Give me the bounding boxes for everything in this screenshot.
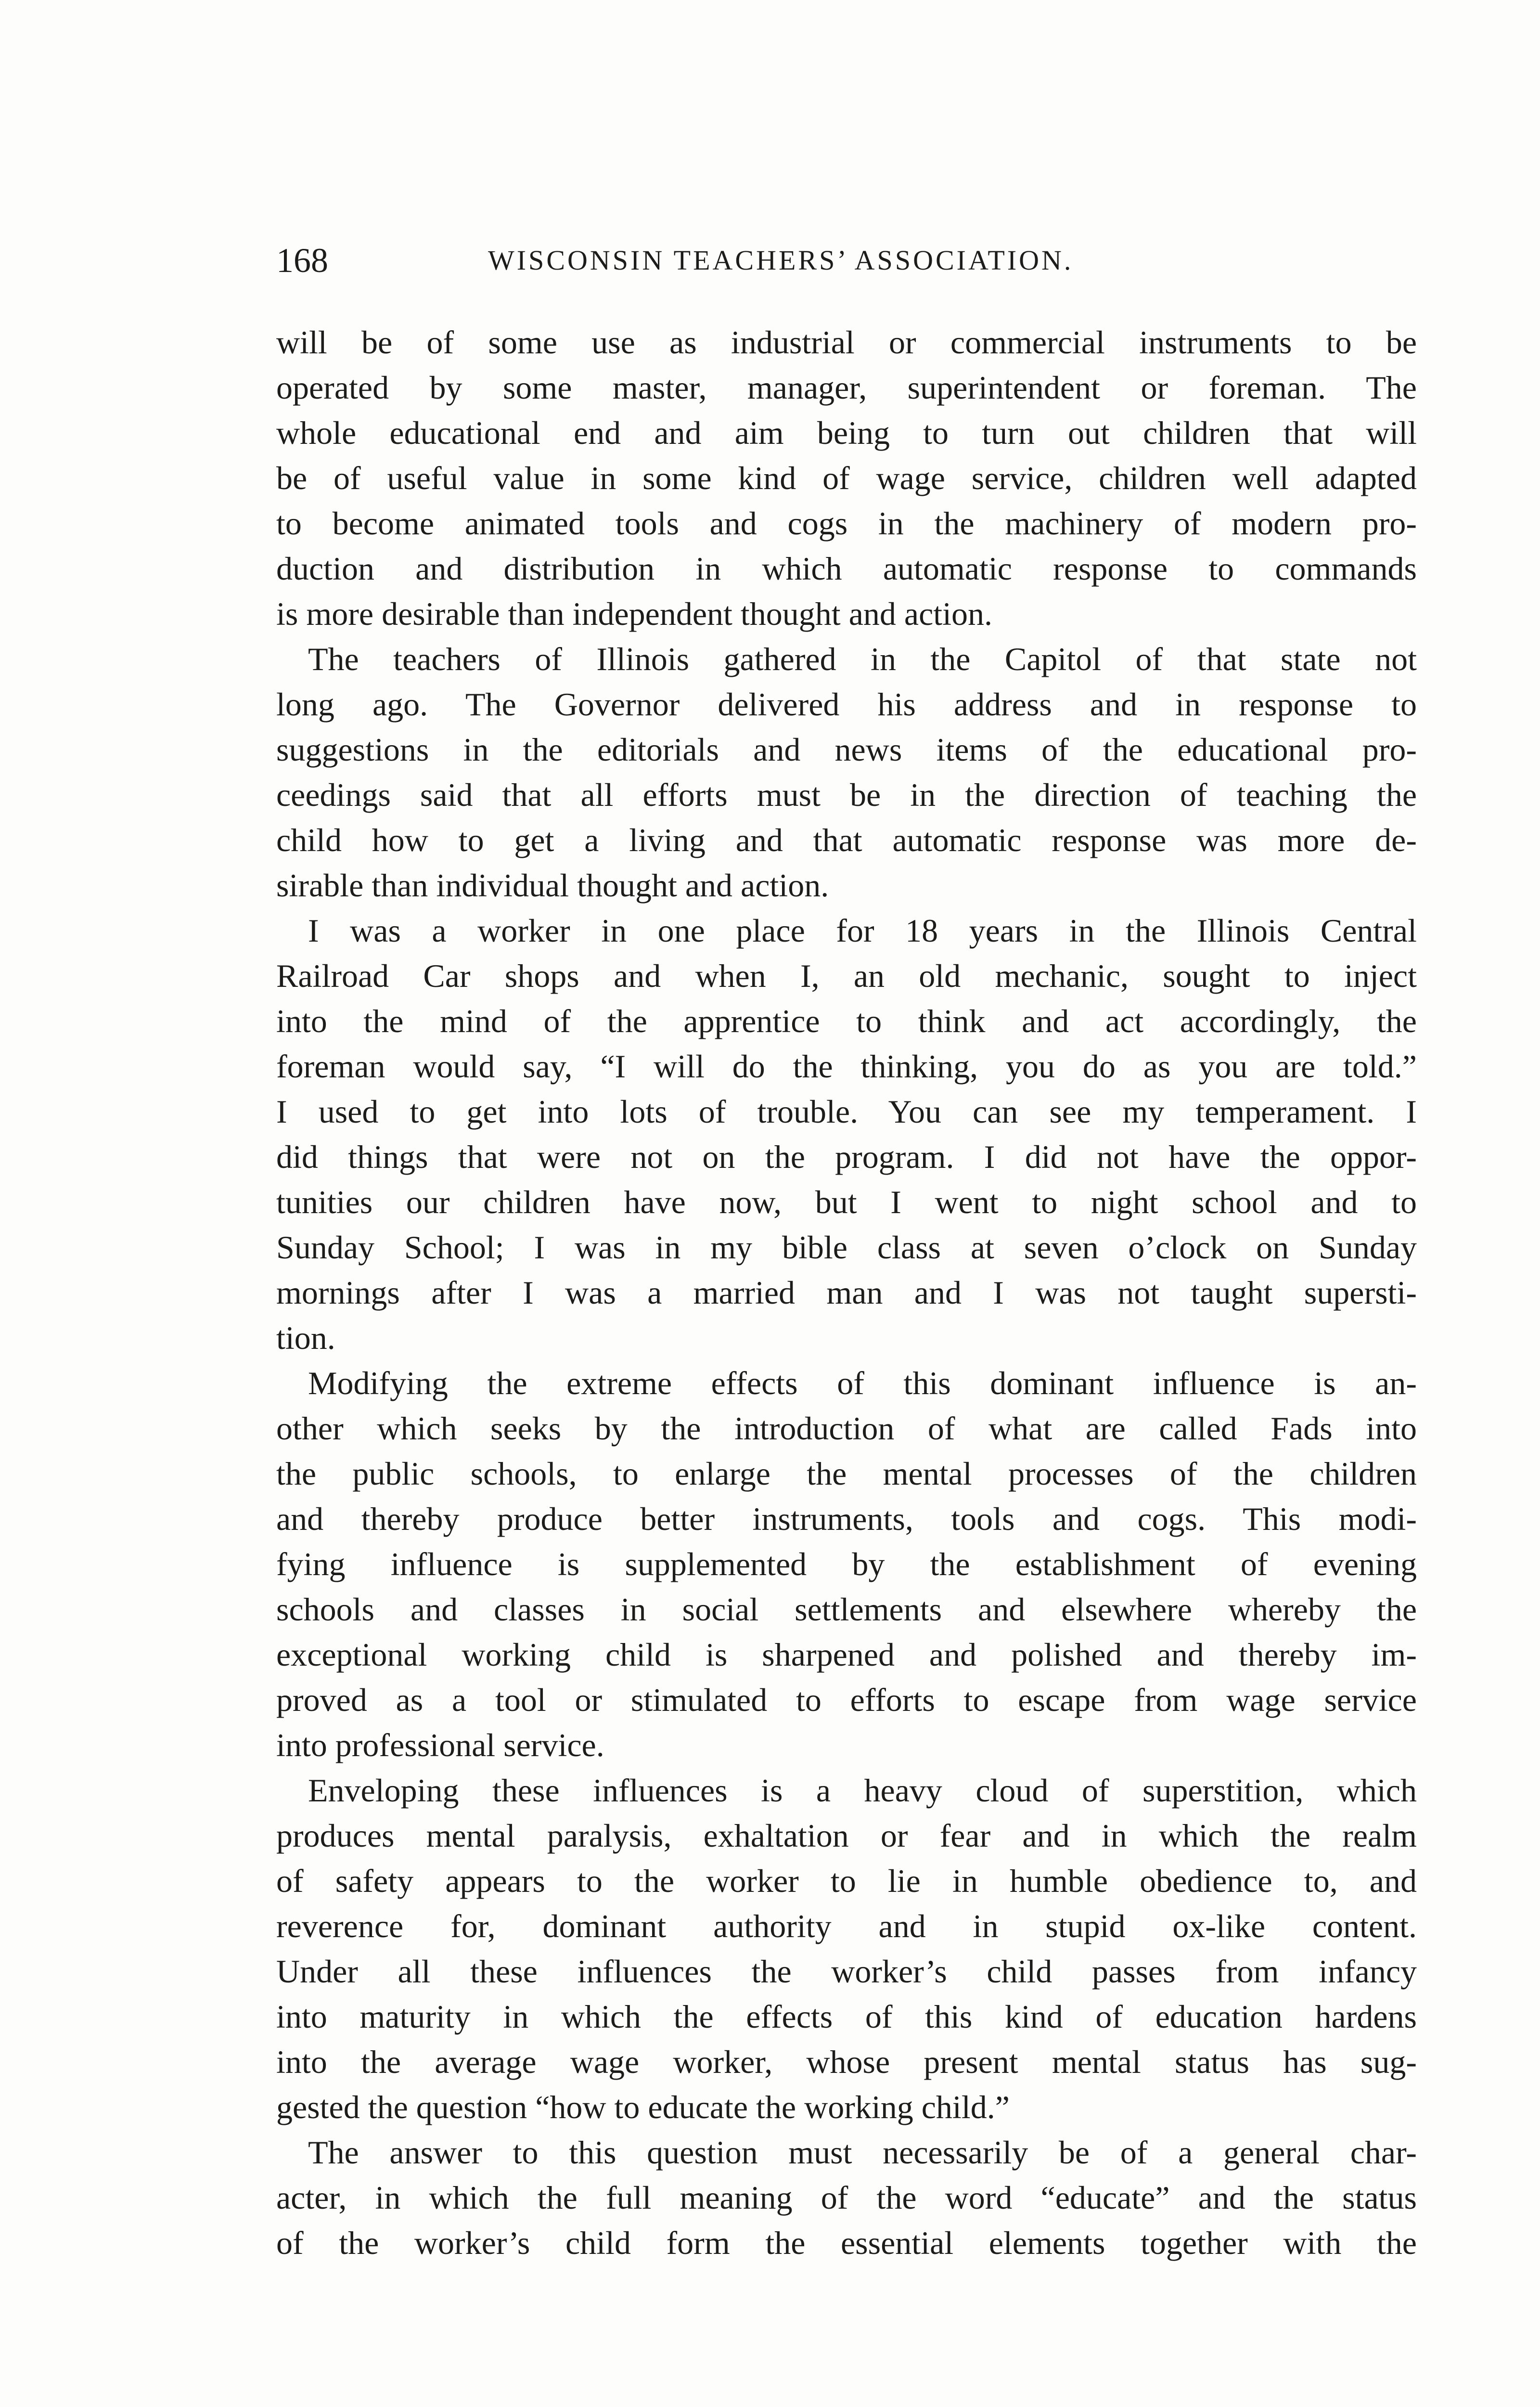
text-line: mornings after I was a married man and I was not taught supersti- bbox=[276, 1274, 1417, 1311]
text-line: did things that were not on the program. I did not have the oppor- bbox=[276, 1139, 1417, 1175]
text-line: of the worker’s child form the essential elements together with the bbox=[276, 2225, 1417, 2261]
text-line: Railroad Car shops and when I, an old mechanic, sought to inject bbox=[276, 958, 1417, 994]
text-line: will be of some use as industrial or commercial instruments to be bbox=[276, 324, 1417, 361]
text-line: fying influence is supplemented by the establishment of evening bbox=[276, 1546, 1417, 1582]
text-line: long ago. The Governor delivered his address and in response to bbox=[276, 686, 1417, 723]
text-line: Sunday School; I was in my bible class at seven o’clock on Sunday bbox=[276, 1229, 1417, 1266]
text-line: other which seeks by the introduction of what are called Fads into bbox=[276, 1410, 1417, 1447]
text-line: ceedings said that all efforts must be in the direction of teaching the bbox=[276, 776, 1417, 813]
text-line: I used to get into lots of trouble. You can see my temperament. I bbox=[276, 1093, 1417, 1130]
text-line: The answer to this question must necessarily be of a general char- bbox=[308, 2134, 1417, 2171]
text-line: suggestions in the editorials and news items of the educational pro- bbox=[276, 731, 1417, 768]
text-line: The teachers of Illinois gathered in the Capitol of that state not bbox=[308, 641, 1417, 677]
text-line: the public schools, to enlarge the mental processes of the children bbox=[276, 1455, 1417, 1492]
text-line: Enveloping these influences is a heavy cloud of superstition, which bbox=[308, 1772, 1417, 1809]
body-text bbox=[276, 320, 1417, 2265]
text-line: into the average wage worker, whose present mental status has sug- bbox=[276, 2044, 1417, 2080]
text-line: into professional service. bbox=[276, 1727, 604, 1763]
text-line: duction and distribution in which automatic response to commands bbox=[276, 550, 1417, 587]
text-line: I was a worker in one place for 18 years in the Illinois Central bbox=[308, 912, 1417, 949]
text-line: to become animated tools and cogs in the machinery of modern pro- bbox=[276, 505, 1417, 542]
text-line: tunities our children have now, but I went to night school and to bbox=[276, 1184, 1417, 1220]
text-line: whole educational end and aim being to turn out children that will bbox=[276, 414, 1417, 451]
text-line: reverence for, dominant authority and in stupid ox-like content. bbox=[276, 1908, 1417, 1944]
text-line: tion. bbox=[276, 1320, 335, 1356]
paragraph-3 bbox=[276, 908, 1417, 1360]
text-line: produces mental paralysis, exhaltation or fear and in which the realm bbox=[276, 1817, 1417, 1854]
paragraph-2 bbox=[276, 636, 1417, 908]
paragraph-1 bbox=[276, 320, 1417, 636]
text-line: operated by some master, manager, superintendent or foreman. The bbox=[276, 369, 1417, 406]
text-line: child how to get a living and that automatic response was more de- bbox=[276, 822, 1417, 858]
running-head bbox=[276, 234, 1436, 287]
text-line: be of useful value in some kind of wage service, children well adapted bbox=[276, 460, 1417, 496]
text-line: and thereby produce better instruments, tools and cogs. This modi- bbox=[276, 1501, 1417, 1537]
text-line: into the mind of the apprentice to think and act accordingly, the bbox=[276, 1003, 1417, 1039]
paragraph-6 bbox=[276, 2130, 1417, 2265]
text-line: is more desirable than independent thought and action. bbox=[276, 595, 993, 632]
journal-title: WISCONSIN TEACHERS’ ASSOCIATION. bbox=[488, 245, 1074, 276]
text-line: schools and classes in social settlements and elsewhere whereby the bbox=[276, 1591, 1417, 1628]
page-number: 168 bbox=[276, 241, 328, 280]
text-line: of safety appears to the worker to lie in humble obedience to, and bbox=[276, 1863, 1417, 1899]
text-line: foreman would say, “I will do the thinking, you do as you are told.” bbox=[276, 1048, 1417, 1085]
paragraph-4 bbox=[276, 1360, 1417, 1768]
text-line: sirable than individual thought and action. bbox=[276, 867, 829, 904]
text-line: exceptional working child is sharpened and polished and thereby im- bbox=[276, 1636, 1417, 1673]
paragraph-5 bbox=[276, 1768, 1417, 2130]
text-line: proved as a tool or stimulated to efforts to escape from wage service bbox=[276, 1682, 1417, 1718]
text-line: into maturity in which the effects of this kind of education hardens bbox=[276, 1998, 1417, 2035]
text-line: Under all these influences the worker’s child passes from infancy bbox=[276, 1953, 1417, 1990]
text-line: gested the question “how to educate the working child.” bbox=[276, 2089, 1010, 2125]
text-line: acter, in which the full meaning of the word “educate” and the status bbox=[276, 2179, 1417, 2216]
text-line: Modifying the extreme effects of this dominant influence is an- bbox=[308, 1365, 1417, 1401]
